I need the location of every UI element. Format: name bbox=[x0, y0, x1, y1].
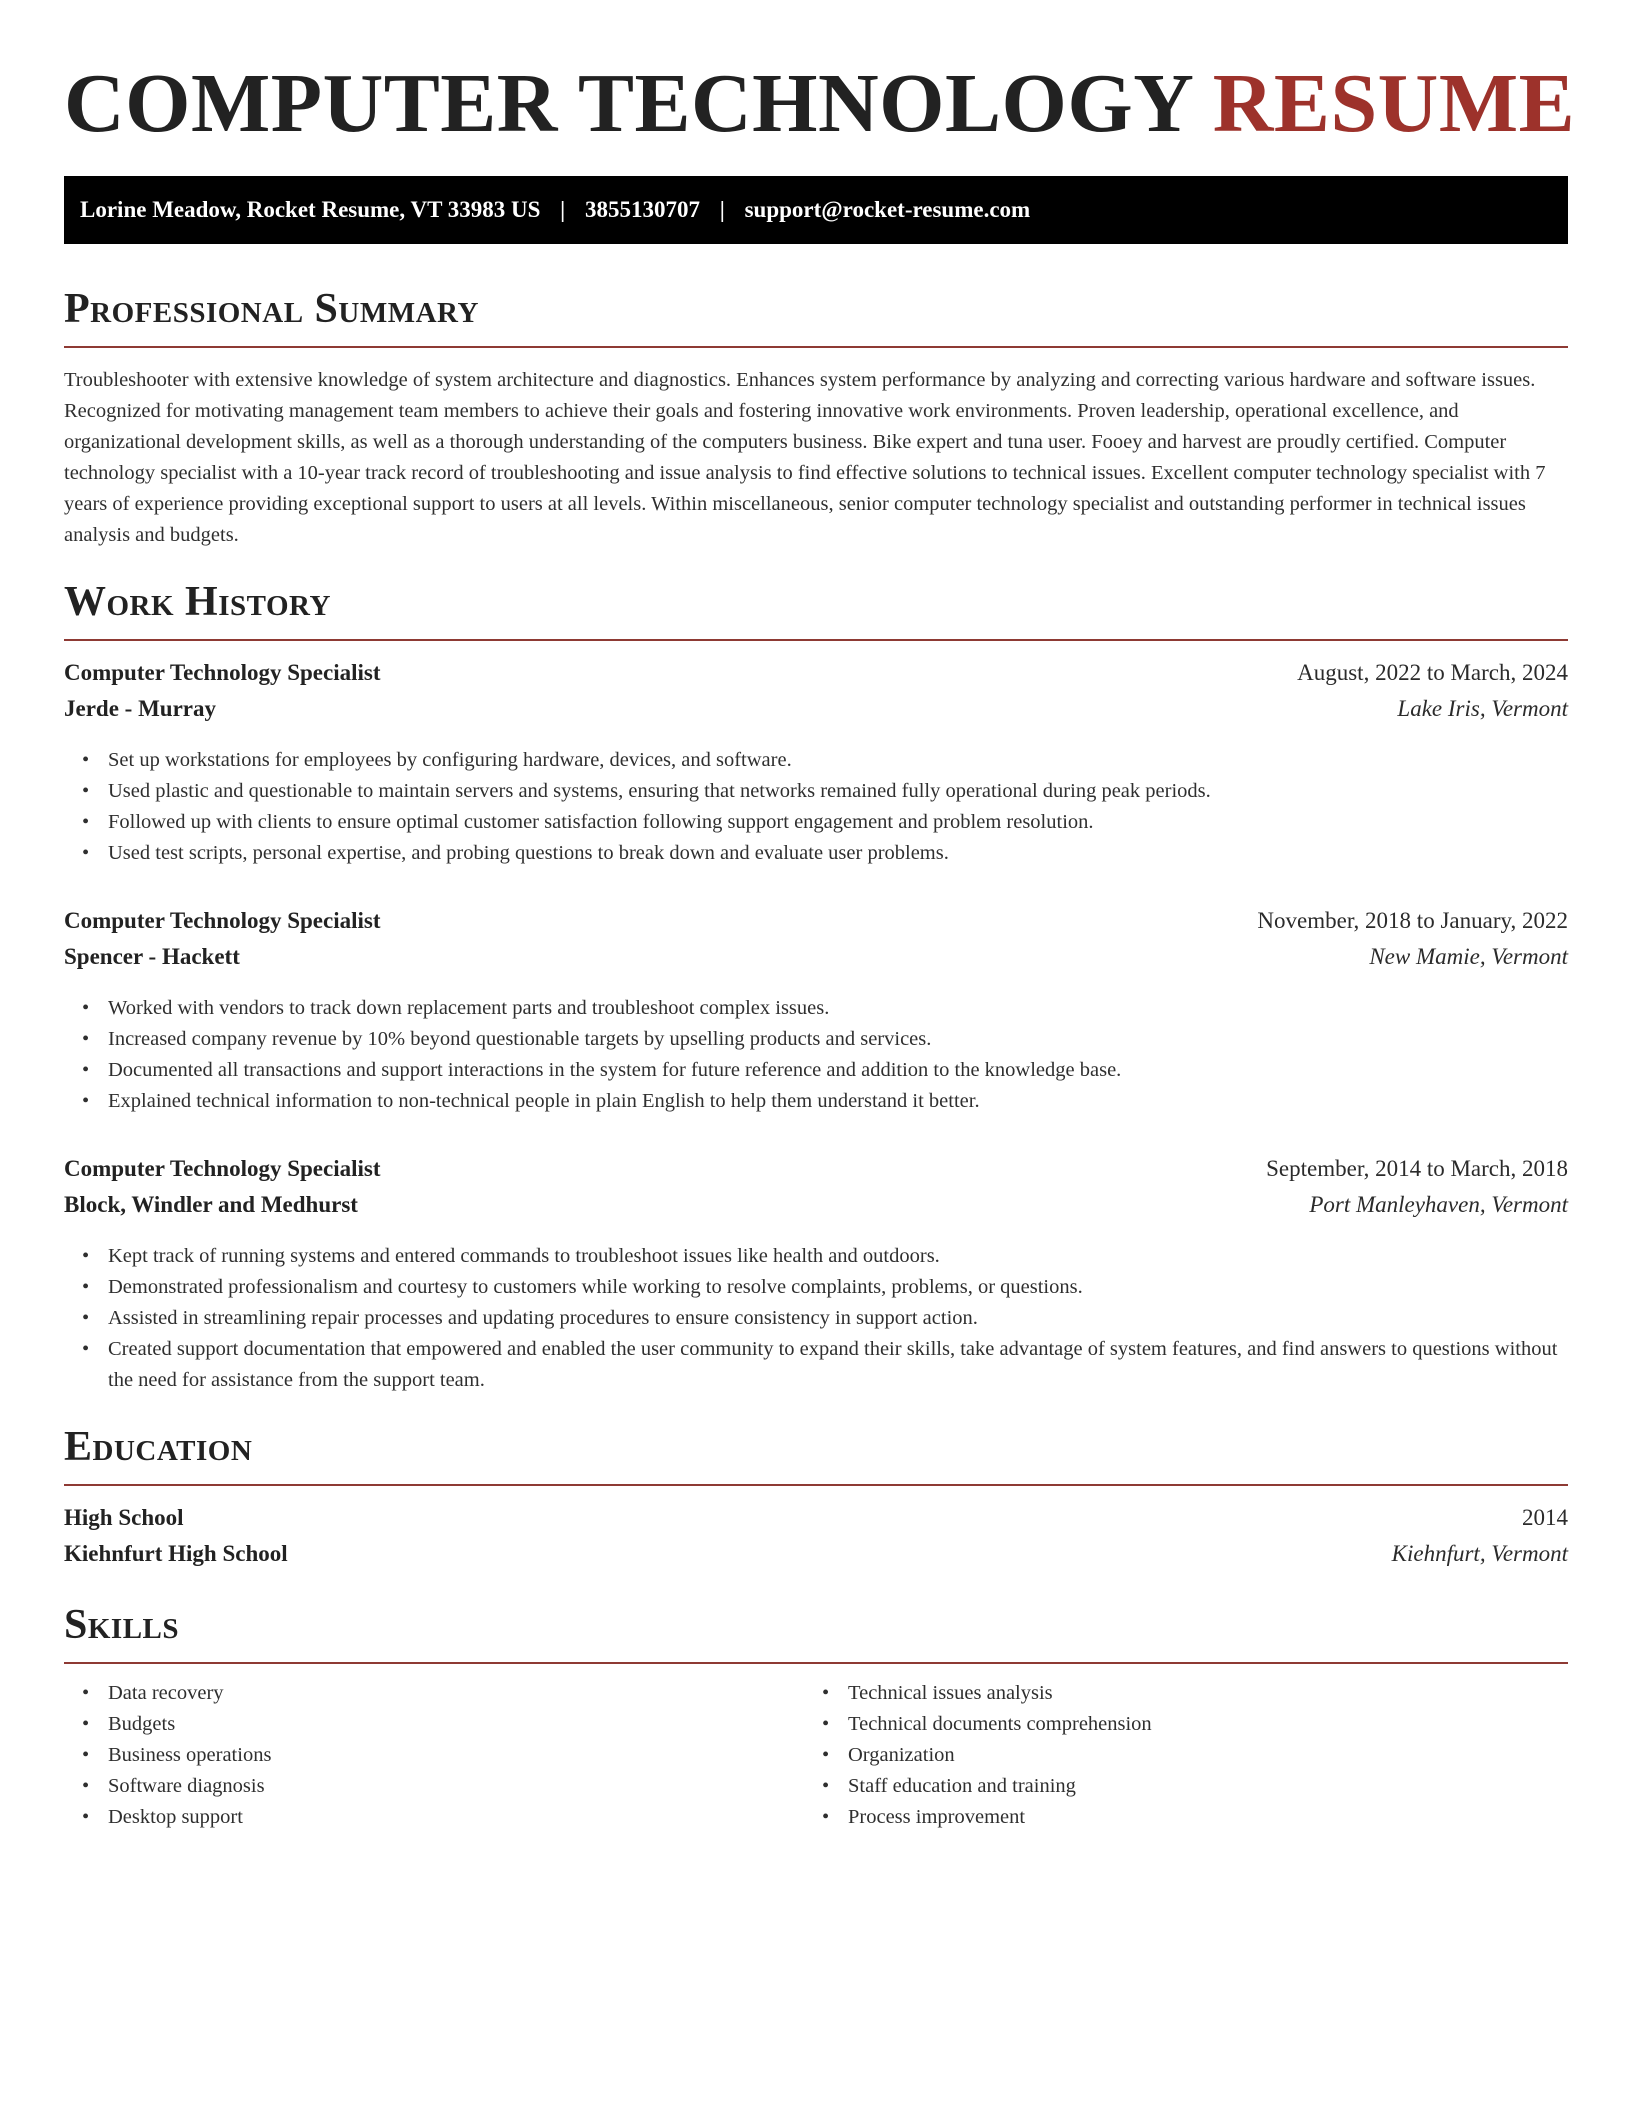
skill-item: • Budgets bbox=[108, 1709, 804, 1740]
list-item: • Documented all transactions and support interactions in the system for future reference and addition to the knowledge base. bbox=[108, 1055, 1568, 1086]
skill-item: • Desktop support bbox=[108, 1802, 804, 1833]
job-location: New Mamie, Vermont bbox=[1369, 944, 1568, 969]
job-bullets bbox=[64, 1241, 1568, 1396]
skill-item: • Staff education and training bbox=[848, 1771, 1544, 1802]
job-entry bbox=[64, 903, 1568, 1117]
education-entry bbox=[64, 1500, 1568, 1572]
skills-column-right bbox=[804, 1678, 1544, 1833]
job-entry bbox=[64, 1151, 1568, 1396]
list-item: • Used plastic and questionable to maintain servers and systems, ensuring that networks remained fully operational during peak periods. bbox=[108, 776, 1568, 807]
section-divider bbox=[64, 1484, 1568, 1486]
education-year: 2014 bbox=[1522, 1505, 1568, 1530]
skills-list bbox=[804, 1678, 1544, 1833]
title-main: COMPUTER TECHNOLOGY bbox=[64, 57, 1192, 150]
education-section bbox=[64, 1422, 1568, 1572]
summary-heading: Professional Summary bbox=[64, 286, 479, 332]
contact-phone: 3855130707 bbox=[585, 197, 700, 222]
section-divider bbox=[64, 1662, 1568, 1664]
job-header bbox=[64, 1151, 1568, 1187]
education-subheader bbox=[64, 1536, 1568, 1572]
job-location: Port Manleyhaven, Vermont bbox=[1309, 1192, 1568, 1217]
job-header bbox=[64, 903, 1568, 939]
job-title: Computer Technology Specialist bbox=[64, 1156, 381, 1181]
job-company: Jerde - Murray bbox=[64, 696, 216, 721]
list-item: • Demonstrated professionalism and courtesy to customers while working to resolve complaints, problems, or questions. bbox=[108, 1272, 1568, 1303]
skills-list bbox=[64, 1678, 804, 1833]
job-subheader bbox=[64, 939, 1568, 975]
work-history-heading: Work History bbox=[64, 579, 331, 625]
education-heading: Education bbox=[64, 1424, 253, 1470]
job-entry bbox=[64, 655, 1568, 869]
summary-text: Troubleshooter with extensive knowledge of system architecture and diagnostics. Enhances system performance by analyzing and correcting various hardware and software issues. Recognized for motivating management team members to achieve their goals and fostering innovative work environments. Proven leadership, operational excellence, and organizational development skills, as well as a thorough understanding of the computers business. Bike expert and tuna user. Fooey and harvest are proudly certified. Computer technology specialist with a 10-year track record of troubleshooting and issue analysis to find effective solutions to technical issues. Excellent computer technology specialist with 7 years of experience providing exceptional support to users at all levels. Within miscellaneous, senior computer technology specialist and outstanding performer in technical issues analysis and budgets. bbox=[64, 369, 1546, 546]
skill-item: • Business operations bbox=[108, 1740, 804, 1771]
education-header bbox=[64, 1500, 1568, 1536]
job-company: Spencer - Hackett bbox=[64, 944, 240, 969]
job-location: Lake Iris, Vermont bbox=[1397, 696, 1568, 721]
work-history-section bbox=[64, 577, 1568, 1396]
title-accent: RESUME bbox=[1212, 57, 1576, 150]
job-title: Computer Technology Specialist bbox=[64, 908, 381, 933]
list-item: • Used test scripts, personal expertise, and probing questions to break down and evaluate user problems. bbox=[108, 838, 1568, 869]
contact-email: support@rocket-resume.com bbox=[744, 197, 1031, 222]
job-bullets bbox=[64, 745, 1568, 869]
resume-content bbox=[64, 0, 1576, 1833]
list-item: • Explained technical information to non-technical people in plain English to help them understand it better. bbox=[108, 1086, 1568, 1117]
job-bullets bbox=[64, 993, 1568, 1117]
skills-column-left bbox=[64, 1678, 804, 1833]
list-item: • Worked with vendors to track down replacement parts and troubleshoot complex issues. bbox=[108, 993, 1568, 1024]
skill-item: • Technical issues analysis bbox=[848, 1678, 1544, 1709]
list-item: • Set up workstations for employees by configuring hardware, devices, and software. bbox=[108, 745, 1568, 776]
job-dates: August, 2022 to March, 2024 bbox=[1297, 660, 1568, 685]
list-item: • Kept track of running systems and entered commands to troubleshoot issues like health and outdoors. bbox=[108, 1241, 1568, 1272]
skills-grid bbox=[64, 1678, 1568, 1833]
contact-separator: | bbox=[719, 197, 725, 222]
skill-item: • Organization bbox=[848, 1740, 1544, 1771]
skills-heading: Skills bbox=[64, 1602, 180, 1648]
job-dates: November, 2018 to January, 2022 bbox=[1257, 908, 1568, 933]
list-item: • Created support documentation that empowered and enabled the user community to expand their skills, take advantage of system features, and find answers to questions without the need for assistance from the support team. bbox=[108, 1334, 1568, 1396]
education-school: Kiehnfurt High School bbox=[64, 1541, 288, 1566]
job-company: Block, Windler and Medhurst bbox=[64, 1192, 358, 1217]
job-header bbox=[64, 655, 1568, 691]
job-dates: September, 2014 to March, 2018 bbox=[1266, 1156, 1568, 1181]
job-subheader bbox=[64, 691, 1568, 727]
skill-item: • Software diagnosis bbox=[108, 1771, 804, 1802]
education-location: Kiehnfurt, Vermont bbox=[1391, 1541, 1568, 1566]
section-divider bbox=[64, 346, 1568, 348]
contact-separator: | bbox=[560, 197, 566, 222]
list-item: • Increased company revenue by 10% beyond questionable targets by upselling products and services. bbox=[108, 1024, 1568, 1055]
skills-section bbox=[64, 1600, 1568, 1833]
job-subheader bbox=[64, 1187, 1568, 1223]
list-item: • Followed up with clients to ensure optimal customer satisfaction following support engagement and problem resolution. bbox=[108, 807, 1568, 838]
job-title: Computer Technology Specialist bbox=[64, 660, 381, 685]
section-divider bbox=[64, 639, 1568, 641]
contact-address: Lorine Meadow, Rocket Resume, VT 33983 US bbox=[80, 197, 541, 222]
education-degree: High School bbox=[64, 1505, 184, 1530]
skill-item: • Process improvement bbox=[848, 1802, 1544, 1833]
resume-title bbox=[64, 0, 1576, 154]
skill-item: • Technical documents comprehension bbox=[848, 1709, 1544, 1740]
contact-bar bbox=[64, 176, 1568, 244]
list-item: • Assisted in streamlining repair processes and updating procedures to ensure consistency in support action. bbox=[108, 1303, 1568, 1334]
summary-section bbox=[64, 284, 1568, 551]
skill-item: • Data recovery bbox=[108, 1678, 804, 1709]
